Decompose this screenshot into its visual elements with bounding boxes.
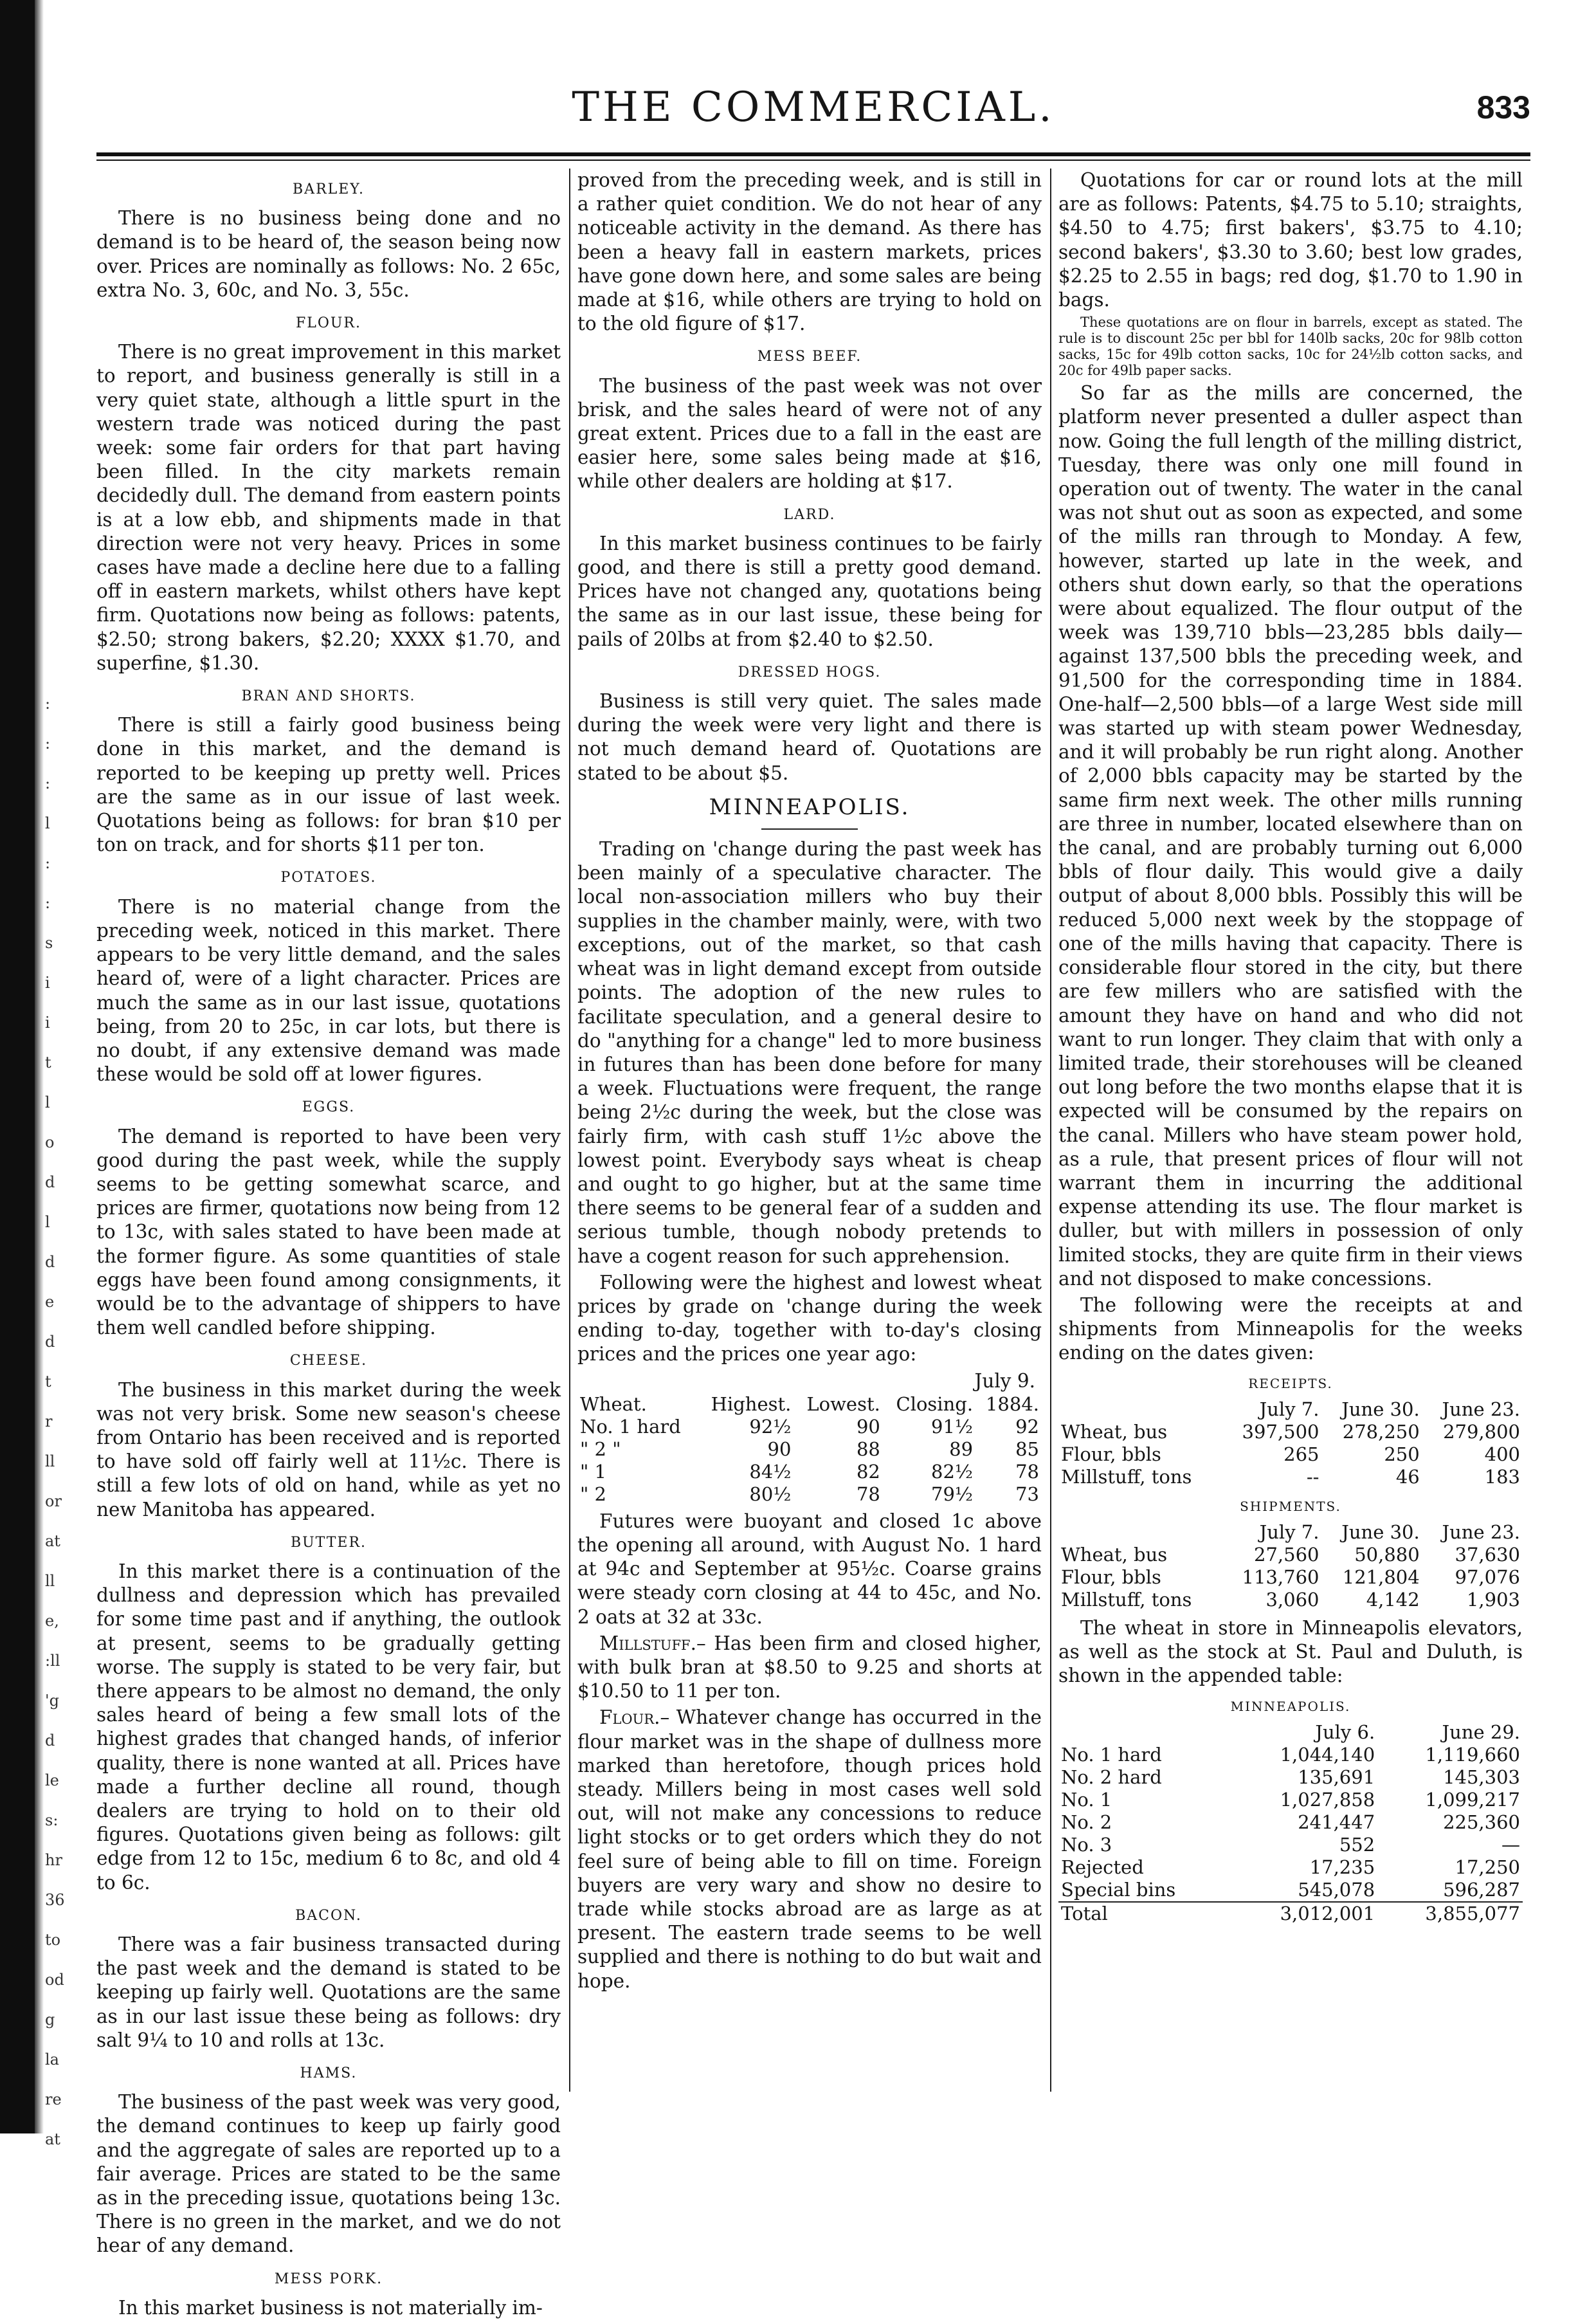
table-cell: 84½ xyxy=(749,1460,792,1483)
table-header: June 30. xyxy=(1341,1521,1420,1543)
section-heading: FLOUR. xyxy=(295,315,361,332)
table-cell: 545,078 xyxy=(1298,1878,1375,1901)
column-1 xyxy=(96,169,561,2319)
table-cell: 4,142 xyxy=(1366,1588,1420,1611)
receipts-table xyxy=(1058,1398,1523,1488)
table-header: June 23. xyxy=(1442,1521,1520,1543)
table-cell: 82 xyxy=(856,1460,880,1483)
table-cell: 97,076 xyxy=(1455,1566,1520,1588)
table-cell: Millstuff, tons xyxy=(1061,1588,1192,1611)
table-row xyxy=(577,1438,1042,1461)
table-cell: 85 xyxy=(1015,1438,1039,1460)
table-cell: 92 xyxy=(1015,1415,1039,1438)
section-heading: LARD. xyxy=(783,506,836,523)
section-heading: BARLEY. xyxy=(293,181,365,197)
margin-fragment: d xyxy=(45,1253,55,1271)
city-heading-rule xyxy=(761,828,858,830)
table-cell: 82½ xyxy=(931,1460,974,1483)
table-row xyxy=(577,1416,1042,1438)
article-paragraph: The wheat in store in Minneapolis elevators, as well as the stock at St. Paul and Duluth, is shown in the appended table: xyxy=(1058,1616,1523,1687)
margin-fragment: re xyxy=(45,2090,62,2108)
margin-fragment: d xyxy=(45,1333,55,1351)
table-cell: 278,250 xyxy=(1342,1420,1420,1443)
margin-fragment: 'g xyxy=(45,1692,59,1710)
table-cell: — xyxy=(1501,1833,1520,1856)
margin-fragment: ll xyxy=(45,1572,55,1590)
article-paragraph: There is still a fairly good business being done in this market, and the demand is reported to be keeping up pretty well. Prices are the same as in our issue of last week. Quotations being as follows: for bran $10 per ton on track, and for shorts $11 per ton. xyxy=(96,714,561,856)
table-cell: 1,044,140 xyxy=(1280,1743,1375,1766)
table-cell: No. 1 hard xyxy=(1061,1743,1162,1766)
margin-fragment: s: xyxy=(45,1811,59,1829)
article-paragraph: There is no material change from the preceding week, noticed in this market. There appears to be very little demand, and the sales heard of, were of a light character. Prices are much the same as in our last issue, quotations being, from 20 to 25c, in car lots, but there is no doubt, if any extensive demand was made these would be sold off at lower figures. xyxy=(96,895,561,1086)
table-cell: 79½ xyxy=(931,1483,974,1505)
table-cell: 92½ xyxy=(749,1415,792,1438)
article-paragraph: proved from the preceding week, and is still in a rather quiet condition. We do not hear of any noticeable activity in the demand. As there has been a heavy fall in eastern markets, prices have gone down here, and some sales are being made at $16, while others are trying to hold on to the old figure of $17. xyxy=(577,169,1042,335)
margin-fragment: ll xyxy=(45,1452,55,1470)
section-heading: DRESSED HOGS. xyxy=(738,664,882,680)
section-heading: POTATOES. xyxy=(280,870,377,886)
table-cell: Special bins xyxy=(1061,1878,1176,1901)
table-header: Closing. xyxy=(896,1393,974,1415)
article-paragraph: So far as the mills are concerned, the platform never presented a duller aspect than now. Going the full length of the milling district, Tuesday, there was only one mill found in operation out of twenty. The water in the canal was not shut out as soon as expected, and some of the mills ran through to Monday. A few, however, started up late in the week, and others shut down early, so that the operations were about equalized. The flour output of the week was 139,710 bbls—23,285 bbls daily—against 137,500 bbls the preceding week, and 91,500 for the corresponding time in 1884. One-half—2,500 bbls—of a large West side mill was started up with steam power Wednesday, and it will probably be run right along. Another of 2,000 bbls capacity may be started by the same firm next week. The other mills running are three in number, located elsewhere than on the canal, and are probably turning out 6,000 bbls of flour daily. This would give a daily output of about 8,000 bbls. Possibly this will be reduced 5,000 next week by the stoppage of one of the mills having that capacity. There is considerable flour stored in the city, but there are few millers who are satisfied with the amount they have on hand and who did not want to run longer. They claim that with only a limited trade, their storehouses will be cleaned out long before the two months elapse that it is expected will be consumed by the repairs on the canal. Millers who have steam power hold, as a rule, that present prices of flour will not warrant them in incurring the additional expense attending its use. The flour market is duller, but with millers in possession of only limited stocks, they are quite firm in their views and not disposed to make concessions. xyxy=(1058,382,1523,1290)
table-cell: 17,250 xyxy=(1455,1856,1520,1878)
article-paragraph: In this market there is a continuation of the dullness and depression which has prevailed for some time past and if anything, the outlook at present, seems to be gradually getting worse. The supply is stated to be very fair, but there appears to be almost no demand, the only sales heard of being a few small lots of the highest grades that changed hands, of inferior quality, there is none wanted at all. Prices have made a further decline all round, though dealers are trying to hold on to their old figures. Quotations given being as follows: gilt edge from 12 to 15c, medium 6 to 8c, and old 4 to 6c. xyxy=(96,1560,561,1894)
article-paragraph: There is no great improvement in this market to report, and business generally is still in a very quiet state, although a little spurt in the western trade was noticed during the past week: some fair orders for that part having been filled. In the city markets remain decidedly dull. The demand from eastern points is at a low ebb, and shipments made in that direction were not very heavy. Prices in some cases have made a decline here due to a falling off in eastern markets, whilst others have kept firm. Quotations now being as follows: patents, $2.50; strong bakers, $2.20; XXXX $1.70, and superfine, $1.30. xyxy=(96,341,561,674)
article-paragraph: The demand is reported to have been very good during the past week, while the supply seems to be getting somewhat scarce, and prices are firmer, quotations now being from 12 to 13c, with sales stated to have been made at the former figure. As some quantities of stale eggs have been found among consignments, it would be to the advantage of shippers to have them well candled before shipping. xyxy=(96,1125,561,1339)
margin-fragment: : xyxy=(45,894,51,912)
margin-fragment: i xyxy=(45,1014,50,1032)
margin-fragment: t xyxy=(45,1373,51,1391)
table-cell: 50,880 xyxy=(1354,1543,1420,1566)
table-row xyxy=(1058,1566,1523,1589)
table-header: 1884. xyxy=(985,1393,1039,1415)
masthead-title: THE COMMERCIAL. xyxy=(572,84,1055,131)
table-row xyxy=(1058,1879,1523,1902)
footnote: These quotations are on flour in barrels, except as stated. The rule is to discount 25c per bbl for 140lb sacks, 20c for 98lb cotton sacks, 15c for 49lb cotton sacks, 10c for 24½lb cotton sacks, and 20c for 49lb paper sacks. xyxy=(1058,315,1523,379)
margin-fragment: d xyxy=(45,1173,55,1191)
column-2 xyxy=(577,169,1042,2092)
section-heading: BACON. xyxy=(295,1907,362,1924)
margin-fragment: l xyxy=(45,814,50,832)
table-cell: 397,500 xyxy=(1242,1420,1319,1443)
margin-fragment: :ll xyxy=(45,1652,60,1670)
table-cell: 113,760 xyxy=(1242,1566,1319,1588)
table-cell: 88 xyxy=(856,1438,880,1460)
elevator-stock-table xyxy=(1058,1721,1523,1925)
table-cell: No. 3 xyxy=(1061,1833,1112,1856)
table-cell: 225,360 xyxy=(1443,1811,1520,1833)
table-cell: 3,012,001 xyxy=(1232,1902,1377,1925)
article-paragraph: There is no business being done and no demand is to be heard of, the season being now over. Prices are nominally as follows: No. 2 65c, extra No. 3, 60c, and No. 3, 55c. xyxy=(96,207,561,301)
table-date: July 9. xyxy=(974,1369,1035,1392)
paragraph-text: – Has been firm and closed higher, with bulk bran at $8.50 to 9.25 and shorts at $10.50 to 11 per ton. xyxy=(577,1632,1042,1703)
column-divider xyxy=(569,169,570,2092)
margin-fragment: g xyxy=(45,2011,55,2029)
table-cell: 27,560 xyxy=(1254,1543,1319,1566)
table-row xyxy=(1058,1856,1523,1879)
margin-fragment: la xyxy=(45,2051,59,2069)
article-paragraph: The business of the past week was not over brisk, and the sales heard of were not of any great extent. Prices due to a fall in the east are easier here, some sales being made at $16, while other dealers are holding at $17. xyxy=(577,374,1042,493)
table-cell: Wheat, bus xyxy=(1061,1420,1168,1443)
table-cell: 3,855,077 xyxy=(1377,1902,1523,1925)
table-row xyxy=(1058,1466,1523,1488)
margin-fragment: e xyxy=(45,1293,55,1311)
table-cell: 91½ xyxy=(931,1415,974,1438)
table-cell: Rejected xyxy=(1061,1856,1144,1878)
table-cell: 1,027,858 xyxy=(1280,1788,1375,1811)
table-cell: 241,447 xyxy=(1298,1811,1375,1833)
run-in-heading: Flour. xyxy=(599,1706,660,1729)
table-cell: Millstuff, tons xyxy=(1061,1465,1192,1488)
table-cell: 17,235 xyxy=(1309,1856,1375,1878)
table-row xyxy=(1058,1443,1523,1466)
table-header: July 7. xyxy=(1259,1521,1319,1543)
margin-fragment: : xyxy=(45,774,51,792)
table-row xyxy=(577,1483,1042,1506)
section-heading: BRAN AND SHORTS. xyxy=(241,688,416,705)
table-title: RECEIPTS. xyxy=(1248,1375,1333,1391)
section-heading: BUTTER. xyxy=(290,1534,367,1551)
table-cell: " 2 xyxy=(580,1483,607,1505)
article-paragraph: Futures were buoyant and closed 1c above the opening all around, with August No. 1 hard at 94c and September at 95½c. Coarse grains were steady corn closing at 44 to 45c, and No. 2 oats at 32 at 33c. xyxy=(577,1510,1042,1628)
table-row xyxy=(1058,1589,1523,1611)
section-heading: EGGS. xyxy=(302,1099,356,1116)
section-heading: MESS BEEF. xyxy=(757,349,862,365)
table-cell: 121,804 xyxy=(1342,1566,1420,1588)
margin-fragment: t xyxy=(45,1054,51,1072)
margin-fragment: or xyxy=(45,1492,62,1510)
table-cell: 37,630 xyxy=(1455,1543,1520,1566)
table-cell: 90 xyxy=(856,1415,880,1438)
wheat-price-table xyxy=(577,1393,1042,1506)
table-cell: No. 1 hard xyxy=(580,1415,681,1438)
table-header xyxy=(1058,1521,1222,1544)
margin-fragment: l xyxy=(45,1093,50,1111)
table-cell: 78 xyxy=(856,1483,880,1505)
article-paragraph: Following were the highest and lowest wheat prices by grade on 'change during the week ending to-day, together with to-day's closing prices and the prices one year ago: xyxy=(577,1271,1042,1366)
table-cell: -- xyxy=(1306,1465,1319,1488)
column-divider xyxy=(1050,169,1051,2092)
header-rule-thick xyxy=(96,152,1530,156)
article-paragraph: The business of the past week was very good, the demand continues to keep up fairly good and the aggregate of sales are reported up to a fair average. Prices are stated to be the same as in the preceding issue, quotations being 13c. There is no green in the market, and we do not hear of any demand. xyxy=(96,2091,561,2257)
section-heading: MESS PORK. xyxy=(274,2270,383,2287)
table-cell: No. 2 xyxy=(1061,1811,1112,1833)
margin-fragment: e, xyxy=(45,1612,59,1630)
section-heading: HAMS. xyxy=(300,2065,358,2082)
table-title: MINNEAPOLIS. xyxy=(1230,1698,1351,1714)
article-paragraph: The following were the receipts at and shipments from Minneapolis for the weeks ending on the dates given: xyxy=(1058,1293,1523,1364)
margin-fragment: r xyxy=(45,1412,53,1430)
page-binding-edge xyxy=(0,0,35,2133)
city-heading: MINNEAPOLIS. xyxy=(709,794,911,820)
margin-fragment: : xyxy=(45,735,51,753)
table-cell: 3,060 xyxy=(1265,1588,1319,1611)
margin-fragment: od xyxy=(45,1971,64,1989)
margin-fragment: : xyxy=(45,695,51,713)
article-paragraph: Business is still very quiet. The sales made during the week were very light and there is not much demand heard of. Quotations are stated to be about $5. xyxy=(577,690,1042,784)
table-cell: 46 xyxy=(1395,1465,1420,1488)
table-cell: " 1 xyxy=(580,1460,607,1483)
table-cell: No. 2 hard xyxy=(1061,1766,1162,1788)
table-cell: 250 xyxy=(1384,1443,1420,1465)
table-cell: 552 xyxy=(1339,1833,1375,1856)
table-row xyxy=(1058,1744,1523,1766)
article-paragraph: There was a fair business transacted during the past week and the demand is stated to be keeping up fairly well. Quotations are the same as in our last issue these being as follows: dry salt 9¼ to 10 and rolls at 13c. xyxy=(96,1933,561,2051)
article-paragraph: Trading on 'change during the past week has been mainly of a speculative character. The local non-association millers who buy their supplies in the chamber mainly, were, with two exceptions, out of the market, so that cash wheat was in light demand except from outside points. The adoption of the new rules to facilitate speculation, and a general desire to do "anything for a change" led to more business in futures than has been done before for many a week. Fluctuations were frequent, the range being 2½c during the week, but the close was fairly firm, with cash stuff 1½c above the lowest point. Everybody says wheat is cheap and ought to go higher, but at the same time there seems to be general fear of a sudden and serious tumble, though nobody pretends to have a cogent reason for such apprehension. xyxy=(577,838,1042,1267)
table-header: July 7. xyxy=(1259,1398,1319,1420)
page-header xyxy=(96,72,1530,149)
shipments-table xyxy=(1058,1521,1523,1611)
margin-fragment: le xyxy=(45,1771,59,1789)
table-cell: 90 xyxy=(767,1438,792,1460)
article-paragraph: Quotations for car or round lots at the mill are as follows: Patents, $4.75 to 5.10; straights, $4.50 to 4.75; first bakers', $3.75 to 4.10; second bakers', $3.30 to 3.60; best low grades, $2.25 to 2.55 in bags; red dog, $1.70 to 1.90 in bags. xyxy=(1058,169,1523,311)
table-cell: Total xyxy=(1058,1902,1232,1925)
margin-fragment: s xyxy=(45,934,53,952)
table-header: July 6. xyxy=(1315,1721,1375,1743)
table-cell: " 2 " xyxy=(580,1438,621,1460)
table-header: Lowest. xyxy=(806,1393,880,1415)
margin-fragment: l xyxy=(45,1213,50,1231)
table-cell: 596,287 xyxy=(1443,1878,1520,1901)
table-cell: 400 xyxy=(1484,1443,1520,1465)
table-header: Wheat. xyxy=(580,1393,647,1415)
table-row xyxy=(577,1461,1042,1483)
margin-fragment: to xyxy=(45,1931,61,1949)
newspaper-page xyxy=(96,72,1530,2319)
margin-fragment: at xyxy=(45,2130,60,2148)
table-header xyxy=(1058,1721,1232,1744)
table-title: SHIPMENTS. xyxy=(1240,1498,1341,1514)
table-header: June 29. xyxy=(1442,1721,1520,1743)
table-header xyxy=(1058,1398,1222,1421)
margin-fragment: d xyxy=(45,1731,55,1749)
table-cell: 135,691 xyxy=(1298,1766,1375,1788)
table-cell: 1,119,660 xyxy=(1425,1743,1520,1766)
table-cell: 80½ xyxy=(749,1483,792,1505)
article-paragraph: In this market business continues to be fairly good, and there is still a pretty good demand. Prices have not changed any, quotations being the same as in our last issue, these being for pails of 20lbs at from $2.40 to $2.50. xyxy=(577,532,1042,650)
table-row xyxy=(1058,1766,1523,1789)
table-row xyxy=(1058,1811,1523,1834)
table-cell: 183 xyxy=(1484,1465,1520,1488)
table-header: June 23. xyxy=(1442,1398,1520,1420)
table-cell: 73 xyxy=(1015,1483,1039,1505)
binding-shadow xyxy=(35,0,44,2133)
table-cell: Flour, bbls xyxy=(1061,1443,1161,1465)
table-row xyxy=(1058,1544,1523,1566)
margin-fragment: : xyxy=(45,854,51,872)
table-cell: 1,903 xyxy=(1466,1588,1520,1611)
article-paragraph: In this market business is not materially im- xyxy=(118,2296,543,2319)
margin-fragment: at xyxy=(45,1532,60,1550)
margin-fragment: hr xyxy=(45,1851,62,1869)
paragraph-text: – Whatever change has occurred in the flour market was in the shape of dullness more marked than heretofore, though prices hold steady. Millers being in most cases well sold out, will not make any concessions to reduce light stocks or to get orders which they do not feel sure of being able to fill on time. Foreign buyers are very wary and show no desire to trade while stocks abroad are as large as at present. The eastern trade seems to be well supplied and there is nothing to do but wait and hope. xyxy=(577,1706,1042,1992)
table-cell: No. 1 xyxy=(1061,1788,1112,1811)
table-cell: Flour, bbls xyxy=(1061,1566,1161,1588)
table-cell: 1,099,217 xyxy=(1425,1788,1520,1811)
article-paragraph xyxy=(577,1632,1042,1704)
article-paragraph: The business in this market during the week was not very brisk. Some new season's cheese from Ontario has been received and is reported to have sold off fairly well at 11½c. There is still a few lots of old on hand, while as yet no new Manitoba has appeared. xyxy=(96,1378,561,1521)
table-cell: 89 xyxy=(949,1438,974,1460)
page-number: 833 xyxy=(1476,89,1530,125)
margin-fragment: o xyxy=(45,1133,55,1151)
market-sections xyxy=(577,345,1042,785)
table-cell: 265 xyxy=(1283,1443,1319,1465)
table-row xyxy=(1058,1421,1523,1443)
table-cell: 145,303 xyxy=(1443,1766,1520,1788)
article-paragraph xyxy=(577,1706,1042,1993)
table-header: June 30. xyxy=(1341,1398,1420,1420)
column-3 xyxy=(1058,169,1523,2092)
table-cell: 279,800 xyxy=(1443,1420,1520,1443)
section-heading: CHEESE. xyxy=(289,1353,368,1369)
margin-fragment: 36 xyxy=(45,1891,65,1909)
run-in-heading: Millstuff. xyxy=(599,1632,697,1654)
table-row xyxy=(1058,1834,1523,1856)
table-cell: Wheat, bus xyxy=(1061,1543,1168,1566)
margin-fragment: i xyxy=(45,974,50,992)
table-row xyxy=(1058,1789,1523,1811)
header-rule-thin xyxy=(96,160,1530,161)
table-header: Highest. xyxy=(711,1393,792,1415)
table-total-row xyxy=(1058,1902,1523,1925)
table-cell: 78 xyxy=(1015,1460,1039,1483)
